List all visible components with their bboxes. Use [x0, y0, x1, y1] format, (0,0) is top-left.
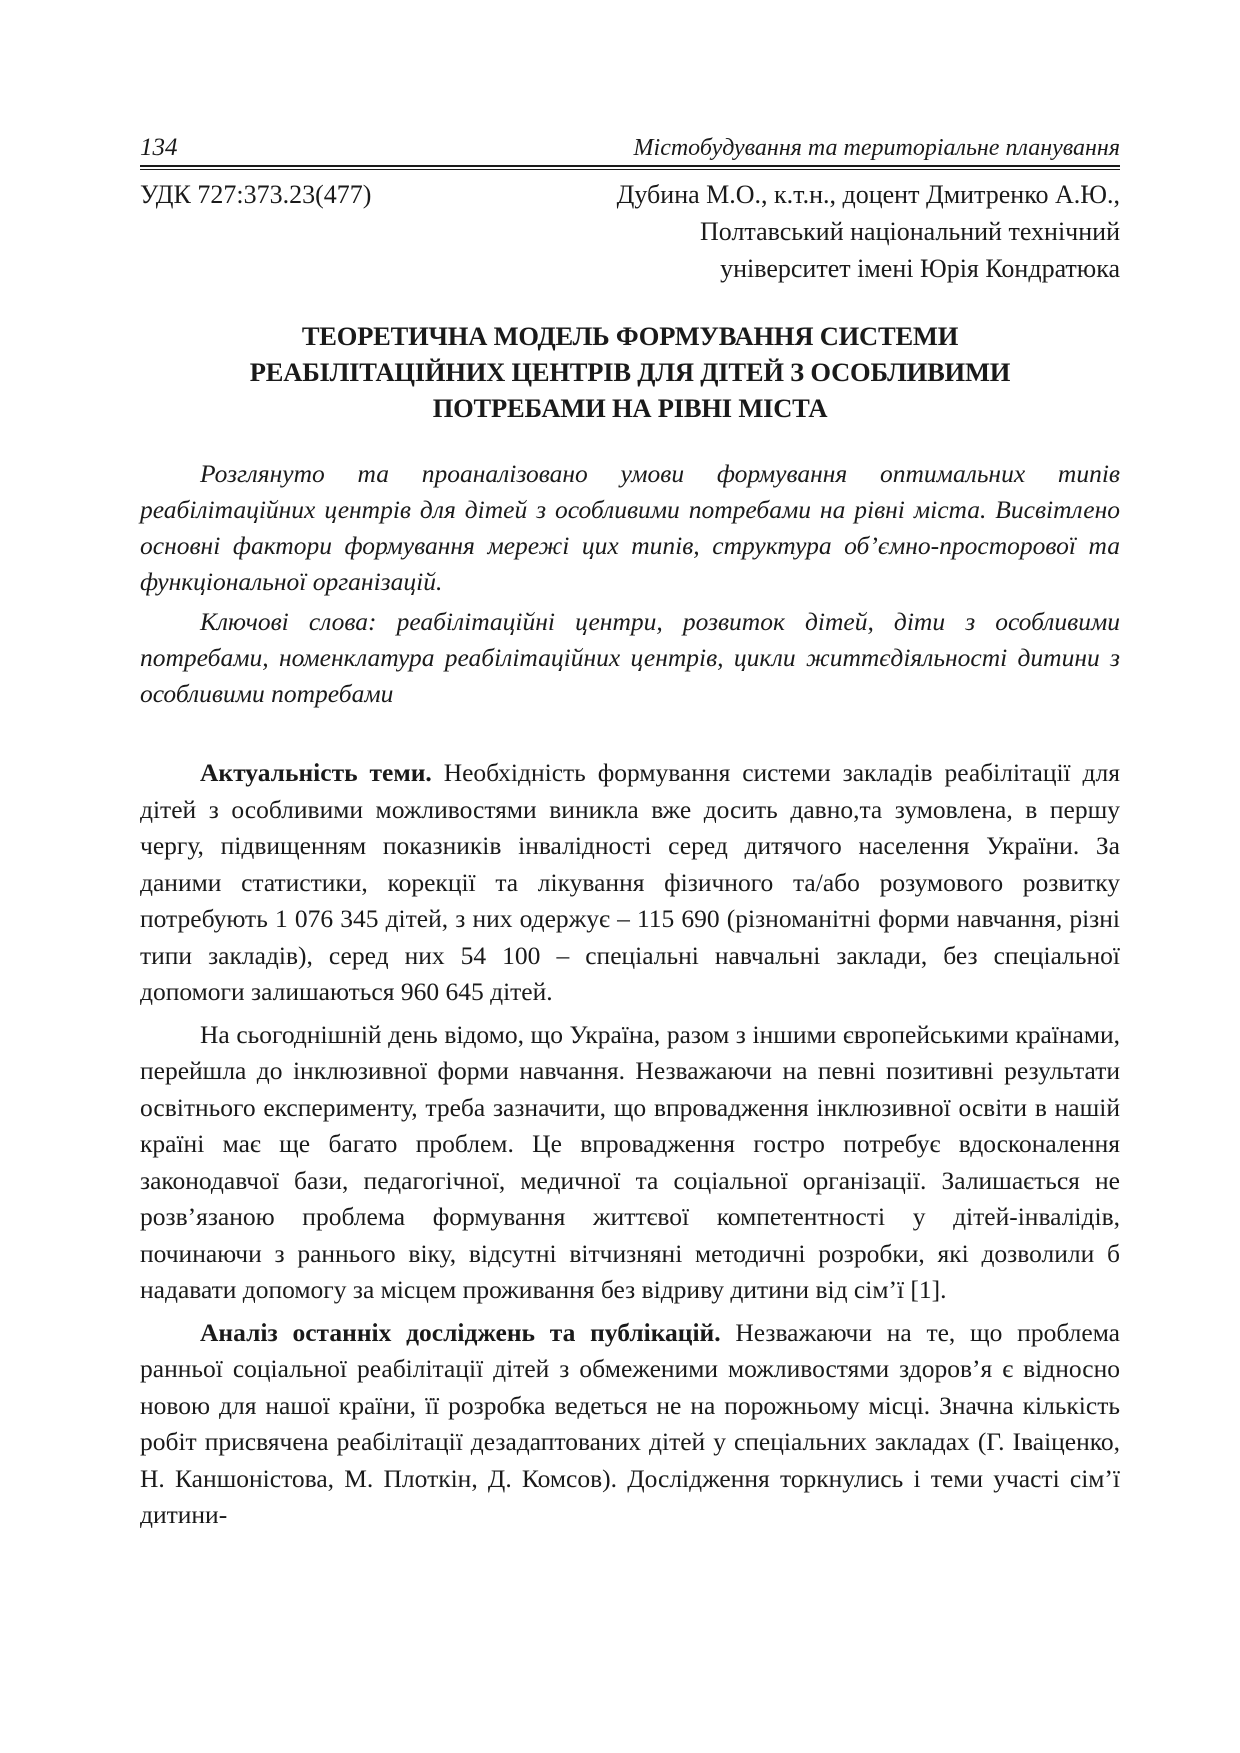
paragraph-text: На сьогоднішній день відомо, що Україна, разом з іншими європейськими країнами, перейшла до інклюзивної форми навчання. Незважаючи на певні позитивні результати освітнього експерименту, треба зазначити, що впровадження інклюзивної освіти в нашій країні має ще багато проблем. Це впровадження гостро потребує вдосконалення законодавчої бази, педагогічної, медичної та соціальної організації. Залишається не розв’язаною проблема формування життєвої компетентності у дітей-інвалідів, починаючи з раннього віку, відсутні вітчизняні методичні розробки, які дозволили б надавати допомогу за місцем проживання без відриву дитини від сім’ї [1]. [140, 1019, 1120, 1304]
keywords [140, 604, 1120, 712]
article-title [140, 318, 1120, 426]
document-page [140, 132, 1120, 1540]
article-meta [140, 176, 1120, 287]
section-heading-relevance: Актуальність теми. [200, 758, 432, 787]
abstract-text: Розглянуто та проаналізовано умови формування оптимальних типів реабілітаційних центрів для дітей з особливими потребами на рівні міста. Висвітлено основні фактори формування мережі цих типів, структура об’ємно-просторової та функціональної організацій. [140, 459, 1120, 596]
keywords-text: Ключові слова: реабілітаційні центри, розвиток дітей, діти з особливими потребами, номенклатура реабілітаційних центрів, цикли життєдіяльності дитини з особливими потребами [140, 607, 1120, 708]
paragraph-inclusive-education [140, 1017, 1120, 1309]
udk-code: УДК 727:373.23(477) [140, 180, 372, 209]
title-line: ТЕОРЕТИЧНА МОДЕЛЬ ФОРМУВАННЯ СИСТЕМИ [301, 321, 959, 351]
paragraph-text: Необхідність формування системи закладів реабілітації для дітей з особливими можливостями виникла вже досить давно,та зумовлена, в першу чергу, підвищенням показників інвалідності серед дитячого населення України. За даними статистики, корекції та лікування фізичного та/або розумового розвитку потребують 1 076 345 дітей, з них одержує – 115 690 (різноманітні форми навчання, різні типи закладів), серед них 54 100 – спеціальні навчальні заклади, без спеціальної допомоги залишаються 960 645 дітей. [140, 758, 1120, 1006]
running-header [140, 132, 1120, 162]
paragraph-relevance [140, 755, 1120, 1011]
section-heading-literature-review: Аналіз останніх досліджень та публікацій. [200, 1317, 721, 1347]
journal-title: Містобудування та територіальне планування [633, 135, 1120, 161]
affiliation-line: університет імені Юрія Кондратюка [720, 254, 1120, 283]
authors-line: Дубина М.О., к.т.н., доцент Дмитренко А.Ю., [616, 180, 1120, 209]
body-text [140, 755, 1120, 1534]
paragraph-literature-review [140, 1315, 1120, 1534]
title-line: РЕАБІЛІТАЦІЙНИХ ЦЕНТРІВ ДЛЯ ДІТЕЙ З ОСОБЛИВИМИ [249, 357, 1011, 387]
header-rule [140, 165, 1120, 170]
page-number: 134 [140, 134, 178, 161]
affiliation-line: Полтавський національний технічний [700, 217, 1120, 246]
paragraph-text: Незважаючи на те, що проблема ранньої соціальної реабілітації дітей з обмеженими можливостями здоров’я є відносно новою для нашої країни, її розробка ведеться не на порожньому місці. Значна кількість робіт присвячена реабілітації дезадаптованих дітей у спеціальних закладах (Г. Іваіценко, Н. Каншоністова, М. Плоткін, Д. Комсов). Дослідження торкнулись і теми участі сім’ї дитини- [140, 1317, 1120, 1529]
abstract [140, 456, 1120, 600]
title-line: ПОТРЕБАМИ НА РІВНІ МІСТА [432, 393, 828, 423]
authors-affiliation [617, 176, 1120, 287]
